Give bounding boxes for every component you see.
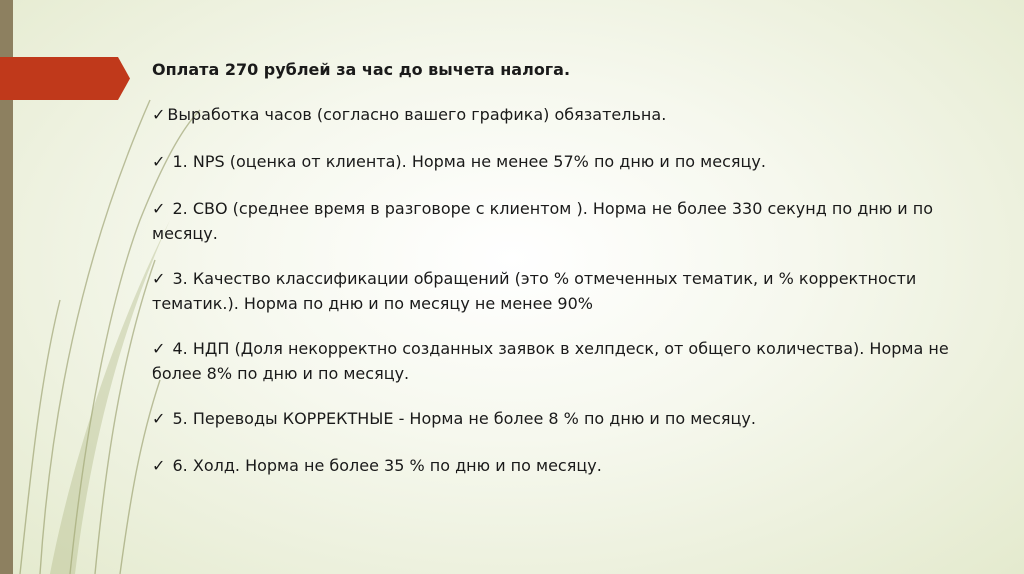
list-item-text: 4. НДП (Доля некорректно созданных заявок в хелпдеск, от общего количества). Норма не более 8% по дню и по месяцу. [152,339,949,383]
slide-title: Оплата 270 рублей за час до вычета налога. [152,60,571,79]
check-icon: ✓ [152,269,166,288]
check-icon: ✓ [152,152,166,171]
check-icon: ✓ [152,199,166,218]
slide-content [152,58,952,501]
list-item [152,407,952,432]
check-icon: ✓ [152,409,166,428]
list-item [152,454,952,479]
list-item [152,103,952,128]
list-item-text: 2. СВО (среднее время в разговоре с клиентом ). Норма не более 330 секунд по дню и по месяцу. [152,199,934,243]
list-item-text: Выработка часов (согласно вашего графика) обязательна. [167,105,667,124]
list-item [152,197,952,245]
red-arrow-marker [0,57,130,100]
list-item-text: 3. Качество классификации обращений (это % отмеченных тематик, и % корректности тематик.). Норма по дню и по месяцу не менее 90% [152,269,917,313]
check-icon: ✓ [152,339,166,358]
check-icon: ✓ [152,456,166,475]
list-item-text: 5. Переводы КОРРЕКТНЫЕ - Норма не более 8 % по дню и по месяцу. [172,409,756,428]
list-item [152,337,952,385]
list-item [152,267,952,315]
list-item-text: 6. Холд. Норма не более 35 % по дню и по месяцу. [172,456,602,475]
list-item [152,150,952,175]
check-icon: ✓ [152,105,166,124]
list-item-text: 1. NPS (оценка от клиента). Норма не менее 57% по дню и по месяцу. [172,152,766,171]
